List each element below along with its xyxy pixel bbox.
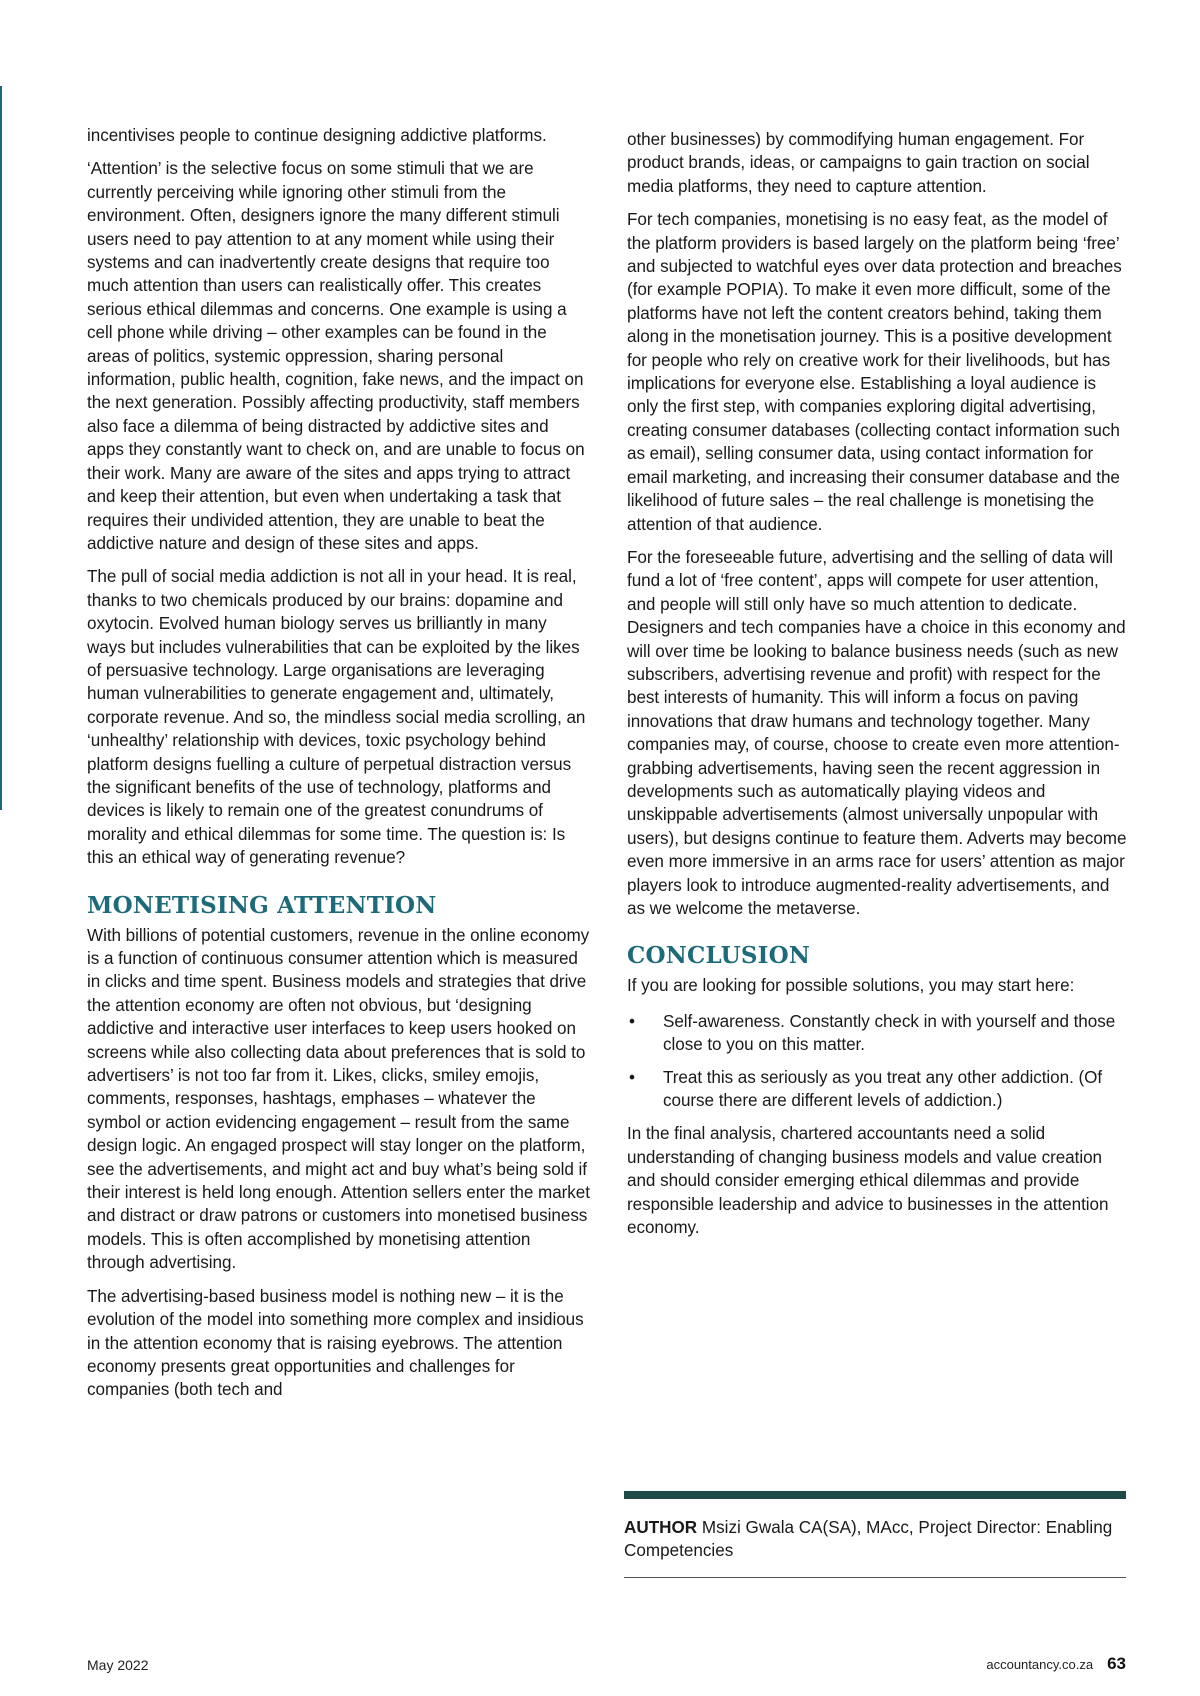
left-column	[87, 124, 590, 1412]
solutions-list	[627, 1010, 1130, 1113]
list-item-text: Self-awareness. Constantly check in with yourself and those close to you on this matter.	[663, 1011, 1116, 1055]
author-divider-thin	[624, 1577, 1126, 1578]
body-paragraph: The advertising-based business model is nothing new – it is the evolution of the model into something more complex and insidious in the attention economy that is raising eyebrows. The attention economy presents great opportunities and challenges for companies (both tech and	[87, 1286, 584, 1400]
list-item	[627, 1010, 1130, 1057]
body-paragraph: For the foreseeable future, advertising and the selling of data will fund a lot of ‘free content’, apps will compete for user attention, and people will still only have so much attention to dedicate. Designers and tech companies have a choice in this economy and will over time be looking to balance business needs (such as new subscribers, advertising revenue and profit) with respect for the best interests of humanity. This will inform a focus on paving innovations that draw humans and technology together. Many companies may, of course, choose to create even more attention-grabbing advertisements, having seen the recent aggression in developments such as automatically playing videos and unskippable advertisements (almost universally unpopular with users), but designs continue to feature them. Adverts may become even more immersive in an arms race for users’ attention as major players look to introduce augmented-reality advertisements, and as we welcome the metaverse.	[627, 547, 1127, 918]
footer-site: accountancy.co.za	[986, 1657, 1094, 1672]
author-label: AUTHOR	[624, 1518, 698, 1537]
author-details: Msizi Gwala CA(SA), MAcc, Project Director: Enabling Competencies	[624, 1518, 1113, 1561]
author-credit	[624, 1516, 1124, 1563]
body-paragraph: With billions of potential customers, revenue in the online economy is a function of continuous consumer attention which is measured in clicks and time spent. Business models and strategies that drive the attention economy are often not obvious, but ‘designing addictive and interactive user interfaces to keep users hooked on screens while also collecting data about preferences that is sold to advertisers’ is not too far from it. Likes, clicks, smiley emojis, comments, responses, hashtags, emphases – whatever the symbol or action evidencing engagement – result from the same design logic. An engaged prospect will stay longer on the platform, see the advertisements, and might act and buy what’s being sold if their interest is held long enough. Attention sellers enter the market and distract or draw patrons or customers into monetised business models. This is often accomplished by monetising attention through advertising.	[87, 925, 590, 1273]
bullet-icon: •	[629, 1011, 635, 1031]
footer-right	[986, 1654, 1126, 1674]
bullet-icon: •	[629, 1067, 635, 1087]
list-item	[627, 1066, 1130, 1113]
list-item-text: Treat this as seriously as you treat any other addiction. (Of course there are different levels of addiction.)	[663, 1067, 1103, 1111]
body-paragraph: For tech companies, monetising is no easy feat, as the model of the platform providers is based largely on the platform being ‘free’ and subjected to watchful eyes over data protection and breaches (for example POPIA). To make it even more difficult, some of the platforms have not left the content creators behind, taking them along in the monetisation journey. This is a positive development for people who rely on creative work for their livelihoods, but has implications for everyone else. Establishing a loyal audience is only the first step, with companies exploring digital advertising, creating consumer databases (collecting contact information such as email), selling consumer data, using contact information for email marketing, and increasing their consumer database and the likelihood of future sales – the real challenge is monetising the attention of that audience.	[627, 210, 1122, 534]
body-paragraph: incentivises people to continue designing addictive platforms.	[87, 126, 547, 145]
monetising-attention-heading: MONETISING ATTENTION	[87, 891, 437, 919]
conclusion-intro: If you are looking for possible solutions, you may start here:	[627, 976, 1075, 996]
footer-date: May 2022	[87, 1657, 149, 1673]
page-number: 63	[1107, 1654, 1126, 1673]
author-divider-thick	[624, 1491, 1126, 1499]
body-paragraph: ‘Attention’ is the selective focus on some stimuli that we are currently perceiving while ignoring other stimuli from the environment. Often, designers ignore the many different stimuli users need to pay attention to at any moment while using their systems and can inadvertently create designs that require too much attention than users can realistically offer. This creates serious ethical dilemmas and concerns. One example is using a cell phone while driving – other examples can be found in the areas of politics, systemic oppression, sharing personal information, public health, cognition, fake news, and the impact on the next generation. Possibly affecting productivity, staff members also face a dilemma of being distracted by addictive sites and apps they constantly want to check on, and are unable to focus on their work. Many are aware of the sites and apps trying to attract and keep their attention, but even when undertaking a task that requires their undivided attention, they are unable to beat the addictive nature and design of these sites and apps.	[87, 159, 585, 553]
body-paragraph: other businesses) by commodifying human engagement. For product brands, ideas, or campaigns to gain traction on social media platforms, they need to capture attention.	[627, 130, 1090, 196]
page-edge-accent-bar	[0, 86, 2, 810]
conclusion-heading: CONCLUSION	[627, 942, 811, 970]
conclusion-final-paragraph: In the final analysis, chartered accountants need a solid understanding of changing business models and value creation and should consider emerging ethical dilemmas and provide responsible leadership and advice to businesses in the attention economy.	[627, 1124, 1109, 1238]
body-paragraph: The pull of social media addiction is not all in your head. It is real, thanks to two chemicals produced by our brains: dopamine and oxytocin. Evolved human biology serves us brilliantly in many ways but includes vulnerabilities that can be exploited by the likes of persuasive technology. Large organisations are leveraging human vulnerabilities to generate engagement and, ultimately, corporate revenue. And so, the mindless social media scrolling, an ‘unhealthy’ relationship with devices, toxic psychology behind platform designs fuelling a culture of perpetual distraction versus the significant benefits of the use of technology, platforms and devices is likely to remain one of the greatest conundrums of morality and ethical dilemmas for some time. The question is: Is this an ethical way of generating revenue?	[87, 567, 586, 868]
right-column	[627, 128, 1130, 1249]
